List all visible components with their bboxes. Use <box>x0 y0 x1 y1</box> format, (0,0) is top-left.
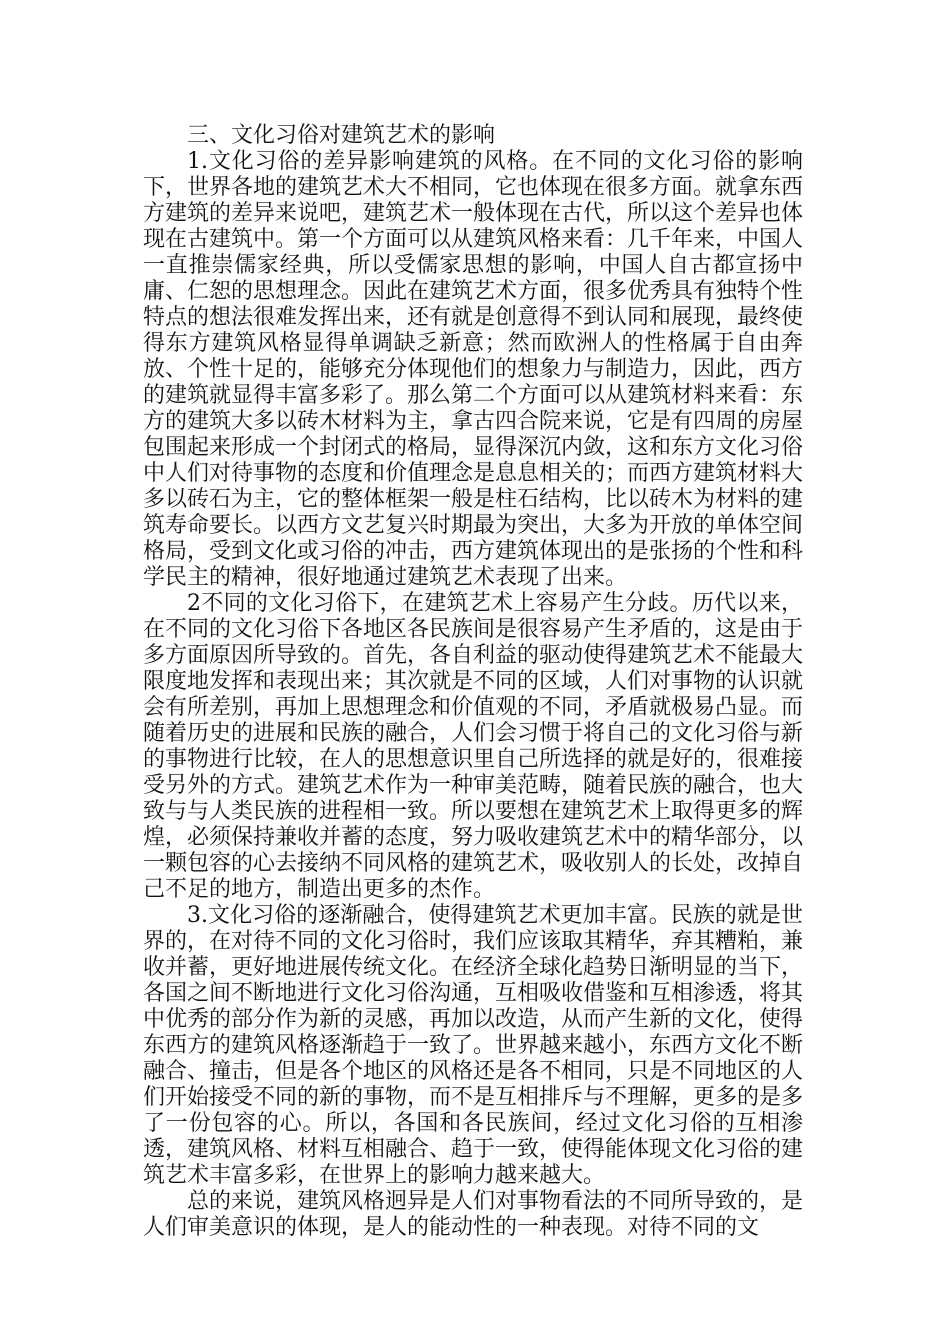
paragraph-2: 2不同的文化习俗下，在建筑艺术上容易产生分歧。历代以来，在不同的文化习俗下各地区各民族间是很容易产生矛盾的，这是由于多方面原因所导致的。首先，各自利益的驱动使得建筑艺术不能最大限度地发挥和表现出来；其次就是不同的区域，人们对事物的认识就会有所差别，再加上思想理念和价值观的不同，矛盾就极易凸显。而随着历史的进展和民族的融合，人们会习惯于将自己的文化习俗与新的事物进行比较，在人的思想意识里自己所选择的就是好的，很难接受另外的方式。建筑艺术作为一种审美范畴，随着民族的融合，也大致与与人类民族的进程相一致。所以要想在建筑艺术上取得更多的辉煌，必须保持兼收并蓄的态度，努力吸收建筑艺术中的精华部分，以一颗包容的心去接纳不同风格的建筑艺术，吸收别人的长处，改掉自己不足的地方，制造出更多的杰作。 <box>143 591 804 902</box>
document-body <box>143 123 803 1241</box>
section-heading: 三、文化习俗对建筑艺术的影响 <box>187 123 496 148</box>
paragraph-1: 1.文化习俗的差异影响建筑的风格。在不同的文化习俗的影响下，世界各地的建筑艺术大不相同，它也体现在很多方面。就拿东西方建筑的差异来说吧，建筑艺术一般体现在古代，所以这个差异也体现在古建筑中。第一个方面可以从建筑风格来看：几千年来，中国人一直推崇儒家经典，所以受儒家思想的影响，中国人自古都宣扬中庸、仁恕的思想理念。因此在建筑艺术方面，很多优秀具有独特个性特点的想法很难发挥出来，还有就是创意得不到认同和展现，最终使得东方建筑风格显得单调缺乏新意；然而欧洲人的性格属于自由奔放、个性十足的，能够充分体现他们的想象力与制造力，因此，西方的建筑就显得丰富多彩了。那么第二个方面可以从建筑材料来看：东方的建筑大多以砖木材料为主，拿古四合院来说，它是有四周的房屋包围起来形成一个封闭式的格局，显得深沉内敛，这和东方文化习俗中人们对待事物的态度和价值理念是息息相关的；而西方建筑材料大多以砖石为主，它的整体框架一般是柱石结构，比以砖木为材料的建筑寿命要长。以西方文艺复兴时期最为突出，大多为开放的单体空间格局，受到文化或习俗的冲击，西方建筑体现出的是张扬的个性和科学民主的精神，很好地通过建筑艺术表现了出来。 <box>143 149 804 590</box>
paragraph-4: 总的来说，建筑风格迥异是人们对事物看法的不同所导致的，是人们审美意识的体现，是人的能动性的一种表现。对待不同的文 <box>143 1189 804 1240</box>
paragraph-3: 3.文化习俗的逐渐融合，使得建筑艺术更加丰富。民族的就是世界的，在对待不同的文化习俗时，我们应该取其精华，弃其糟粕，兼收并蓄，更好地进展传统文化。在经济全球化趋势日渐明显的当下，各国之间不断地进行文化习俗沟通，互相吸收借鉴和互相渗透，将其中优秀的部分作为新的灵感，再加以改造，从而产生新的文化，使得东西方的建筑风格逐渐趋于一致了。世界越来越小，东西方文化不断融合、撞击，但是各个地区的风格还是各不相同，只是不同地区的人们开始接受不同的新的事物，而不是互相排斥与不理解，更多的是多了一份包容的心。所以，各国和各民族间，经过文化习俗的互相渗透，建筑风格、材料互相融合、趋于一致，使得能体现文化习俗的建筑艺术丰富多彩，在世界上的影响力越来越大。 <box>143 903 804 1188</box>
